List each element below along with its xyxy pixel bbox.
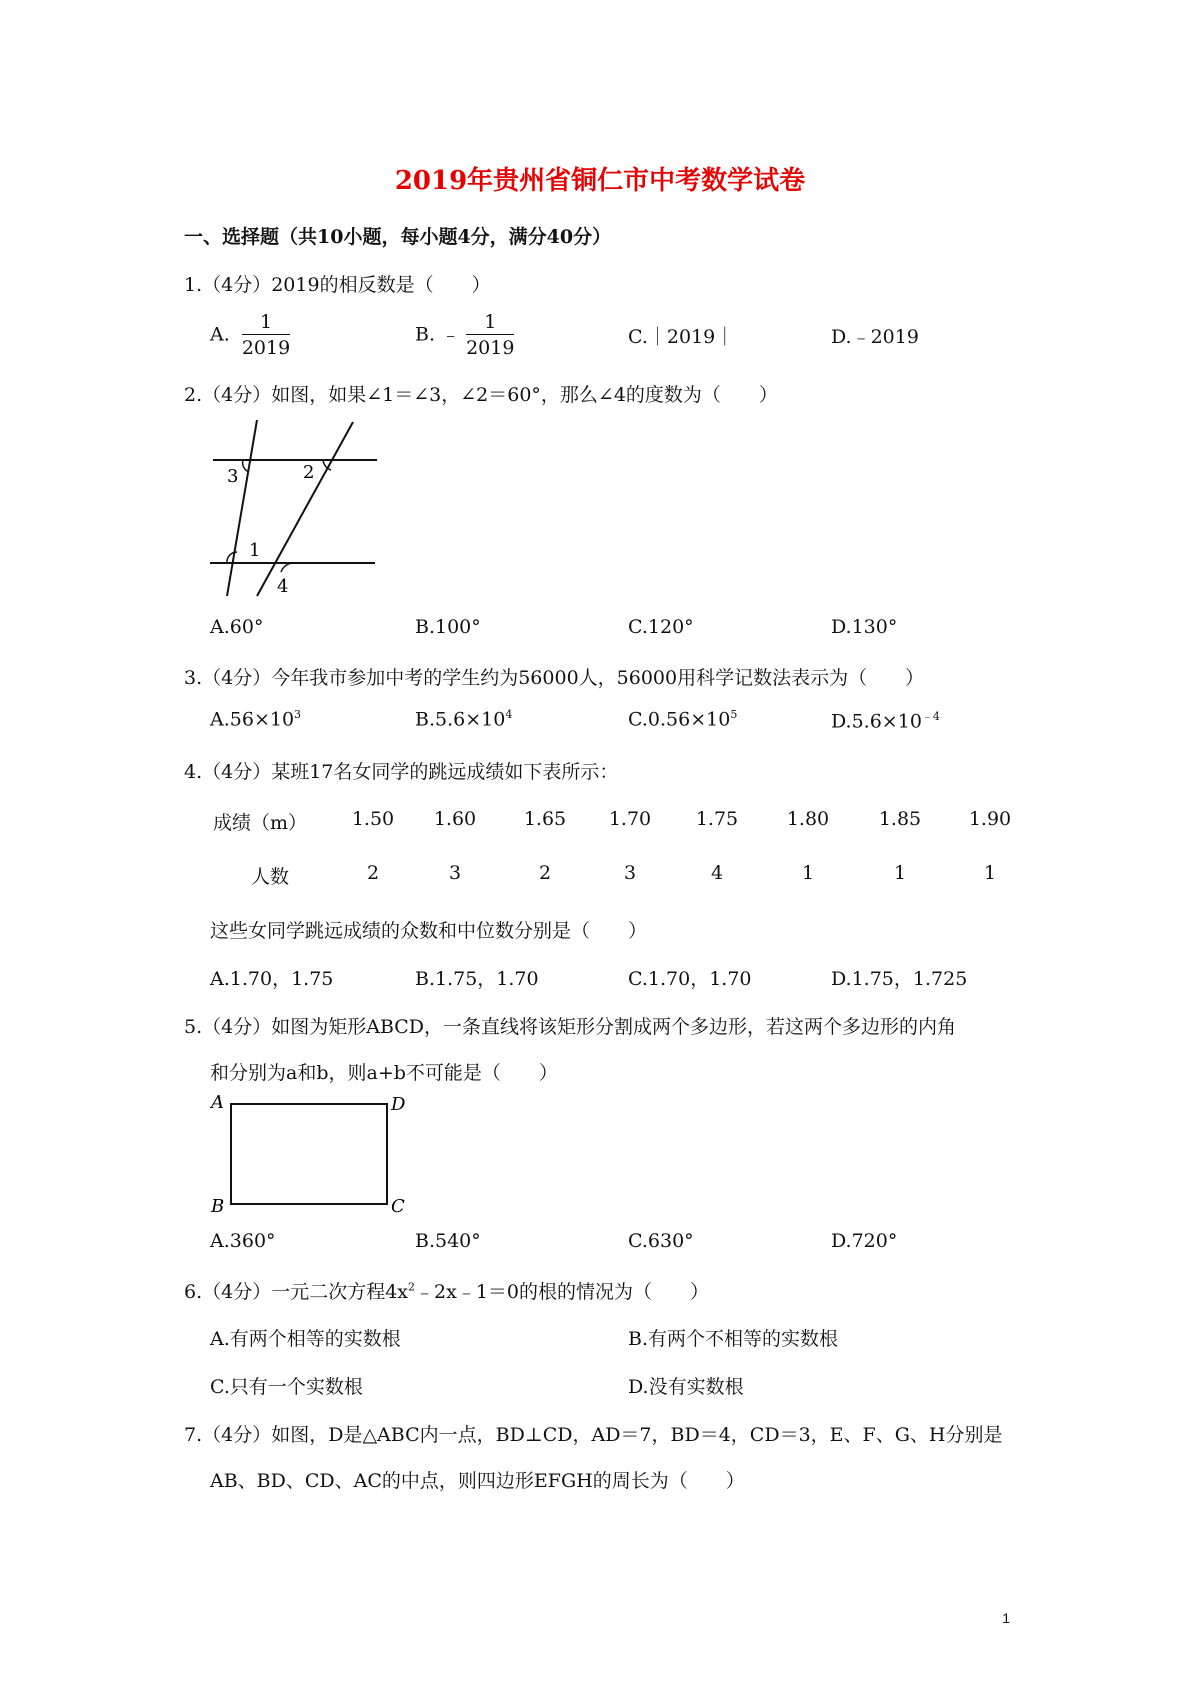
table-cell: 1.65 [523,808,567,830]
q6-option-c: C.只有一个实数根 [210,1376,363,1398]
q3-option-b-base: B.5.6×10 [415,708,506,731]
q1-option-b [415,310,514,361]
table-cell: 2 [366,862,380,884]
q5-option-d: D.720° [831,1230,898,1252]
q4-option-a: A.1.70，1.75 [210,968,334,990]
table-cell: 1 [983,862,997,884]
q5-figure-rectangle [205,1090,425,1220]
q1-option-d: D.﹣2019 [831,326,919,348]
q6-option-d: D.没有实数根 [628,1376,744,1398]
q1-option-b-fraction [466,310,514,361]
q2-figure-parallel-lines [205,420,385,600]
q2-option-b: B.100° [415,616,481,638]
q2-option-d: D.130° [831,616,898,638]
table-cell: 3 [448,862,462,884]
q3-option-b-exponent: 4 [505,708,513,721]
table-cell: 1.60 [433,808,477,830]
q3-option-b [415,708,512,730]
table-cell: 4 [710,862,724,884]
q1-option-a-fraction [242,310,290,361]
fraction-numerator: 1 [466,310,514,335]
q6-stem-post: ﹣2x﹣1＝0的根的情况为（ ） [415,1281,710,1303]
question-5-stem-line2: 和分别为a和b，则a+b不可能是（ ） [210,1062,558,1084]
table-header-score: 成绩（m） [212,812,308,834]
q4-option-b: B.1.75，1.70 [415,968,539,990]
q4-score-table [210,808,1010,916]
question-7-stem: 7.（4分）如图，D是△ABC内一点，BD⊥CD，AD＝7，BD＝4，CD＝3，E、F、G、H分别是 [184,1424,1003,1446]
fraction-numerator: 1 [242,310,290,335]
vertex-label-c: C [391,1196,405,1217]
table-cell: 1 [893,862,907,884]
section-heading: 一、选择题（共10小题，每小题4分，满分40分） [184,226,612,248]
table-header-count: 人数 [250,866,289,888]
vertex-label-b: B [211,1196,225,1217]
q2-option-c: C.120° [628,616,694,638]
vertex-label-d: D [391,1094,406,1115]
q3-option-c-base: C.0.56×10 [628,708,731,731]
left-transversal [227,420,257,596]
q6-option-a: A.有两个相等的实数根 [210,1328,401,1350]
rectangle-abcd [231,1104,387,1204]
table-cell: 3 [623,862,637,884]
angle-label-4: 4 [277,576,289,597]
q4-option-d: D.1.75，1.725 [831,968,968,990]
question-3-stem: 3.（4分）今年我市参加中考的学生约为56000人，56000用科学记数法表示为（ ） [184,667,925,689]
q5-option-c: C.630° [628,1230,694,1252]
q1-option-a-label: A. [210,323,230,346]
q3-option-c [628,708,737,730]
q6-stem-pre: 6.（4分）一元二次方程4x [184,1281,409,1303]
q3-option-a-base: A.56×10 [210,708,295,731]
q3-option-a [210,708,301,730]
q1-option-b-label: B. [415,323,436,346]
fraction-denominator: 2019 [466,337,515,359]
q1-option-c: C.｜2019｜ [628,326,735,348]
angle-label-2: 2 [303,462,315,483]
q3-option-d [831,708,940,732]
q2-option-a: A.60° [210,616,264,638]
page-number: 1 [1002,1610,1010,1626]
angle-label-1: 1 [249,540,261,561]
question-7-stem-line2: AB、BD、CD、AC的中点，则四边形EFGH的周长为（ ） [210,1470,745,1492]
question-2-stem: 2.（4分）如图，如果∠1＝∠3，∠2＝60°，那么∠4的度数为（ ） [184,384,778,406]
page-title: 2019年贵州省铜仁市中考数学试卷 [394,166,806,196]
q5-option-b: B.540° [415,1230,481,1252]
q6-option-b: B.有两个不相等的实数根 [628,1328,839,1350]
table-cell: 1.85 [878,808,922,830]
q3-option-d-base: D.5.6×10 [831,710,922,733]
question-6-stem [184,1277,709,1304]
table-cell: 1.75 [695,808,739,830]
question-5-stem: 5.（4分）如图为矩形ABCD，一条直线将该矩形分割成两个多边形，若这两个多边形的内角 [184,1016,957,1038]
table-row-scores [210,808,1010,862]
table-cell: 1.70 [608,808,652,830]
q4-option-c: C.1.70，1.70 [628,968,752,990]
fraction-denominator: 2019 [241,337,291,359]
q3-option-c-exponent: 5 [730,708,738,721]
vertex-label-a: A [211,1092,224,1113]
q6-stem-exponent: 2 [408,1280,416,1294]
question-4-stem: 4.（4分）某班17名女同学的跳远成绩如下表所示： [184,761,619,783]
table-cell: 2 [538,862,552,884]
right-transversal [257,422,353,596]
table-cell: 1.90 [968,808,1012,830]
table-cell: 1.80 [786,808,830,830]
q4-question: 这些女同学跳远成绩的众数和中位数分别是（ ） [210,920,648,942]
table-row-counts [210,862,1010,916]
table-cell: 1 [801,862,815,884]
q1-option-a [210,310,290,361]
angle-4-arc [281,563,297,572]
q5-option-a: A.360° [210,1230,276,1252]
angle-label-3: 3 [227,466,239,487]
question-1-stem: 1.（4分）2019的相反数是（ ） [184,274,491,296]
q3-option-d-exponent: ﹣4 [921,710,940,723]
q1-option-b-sign: ﹣ [441,323,461,346]
table-cell: 1.50 [351,808,395,830]
q3-option-a-exponent: 3 [294,708,302,721]
